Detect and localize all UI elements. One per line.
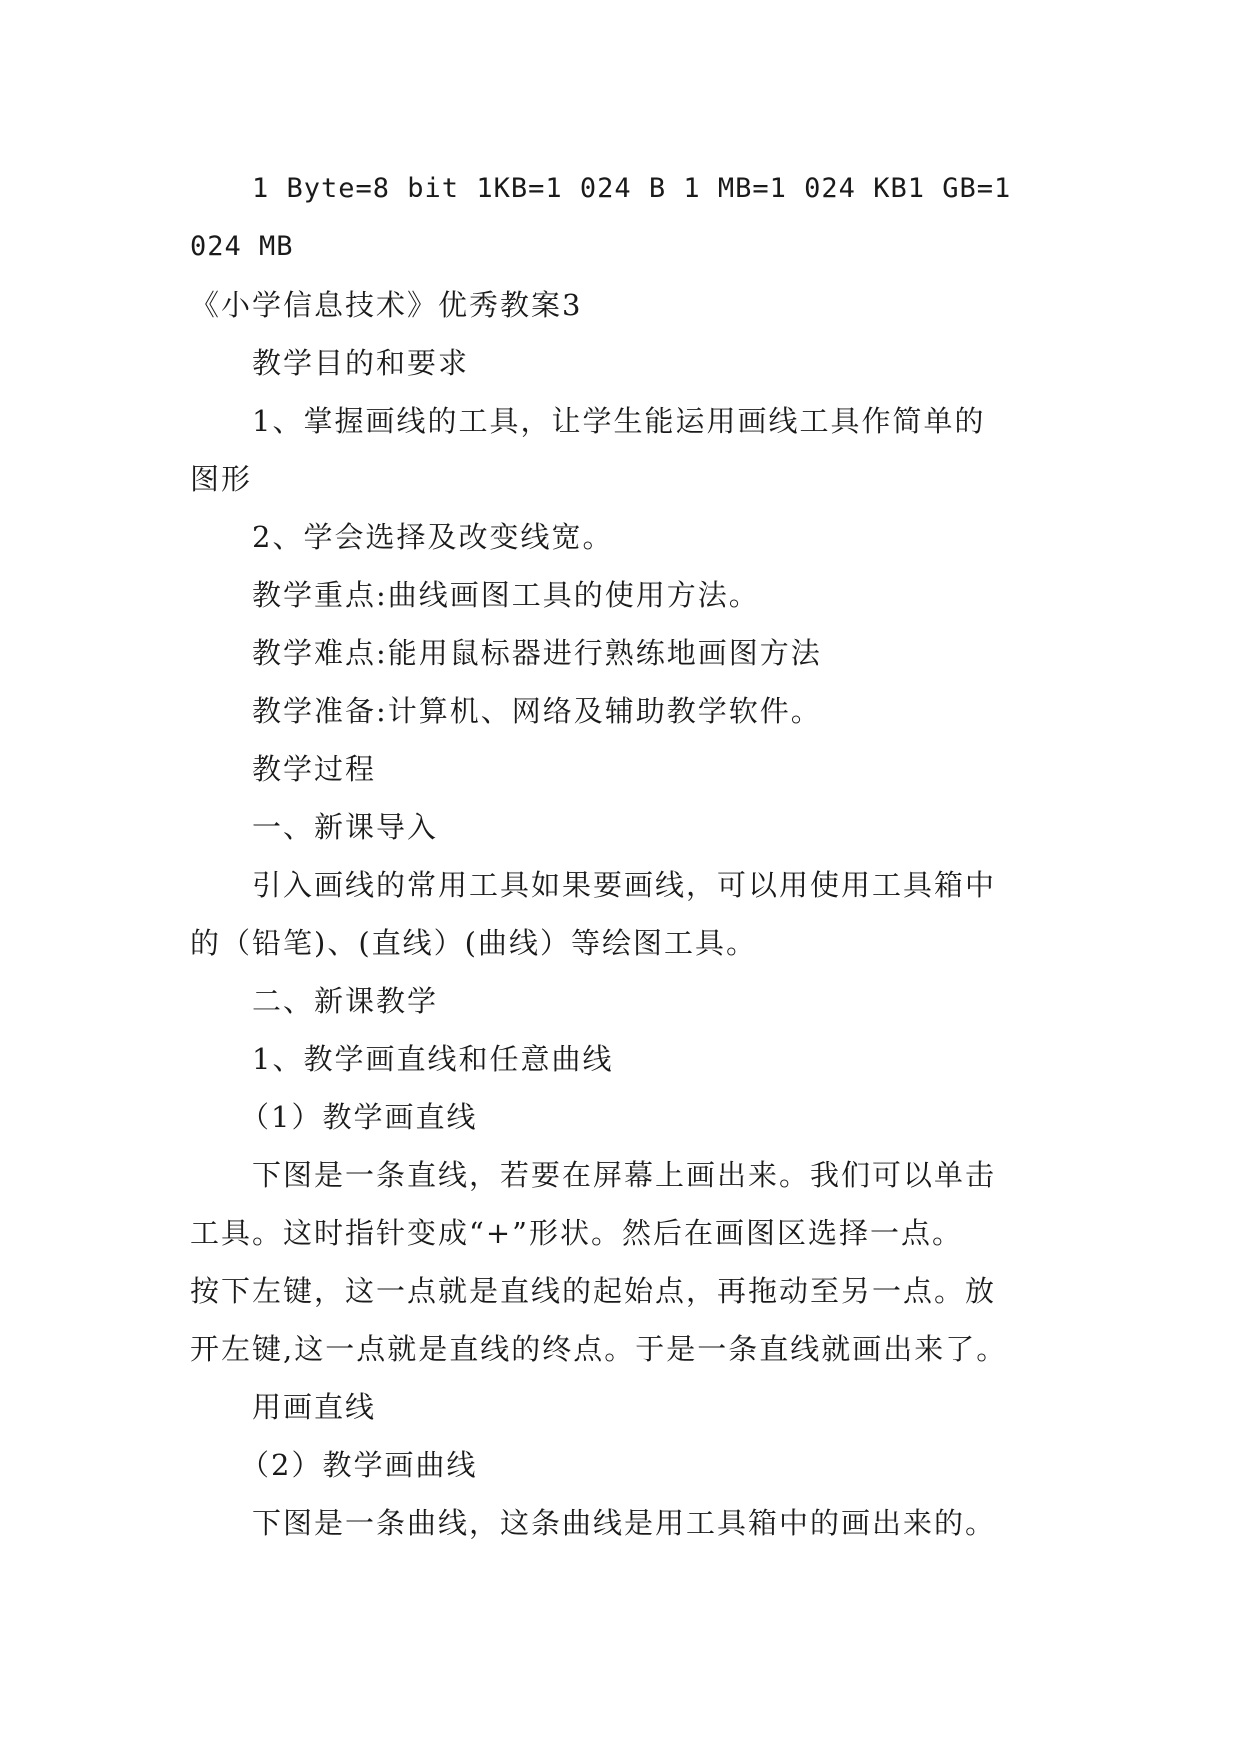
goal-item-1-cont: 图形 (190, 462, 253, 496)
section-heading-process: 教学过程 (252, 752, 377, 786)
lesson-item-1-2: （2）教学画曲线 (240, 1448, 478, 1482)
subsection-intro: 一、新课导入 (252, 810, 439, 844)
lesson-title: 《小学信息技术》优秀教案3 (190, 288, 583, 322)
teaching-difficulty: 教学难点:能用鼠标器进行熟练地画图方法 (252, 636, 822, 670)
straight-line-paragraph-cont-3: 开左键,这一点就是直线的终点。于是一条直线就画出来了。 (190, 1332, 1008, 1366)
straight-line-paragraph-cont-2: 按下左键，这一点就是直线的起始点，再拖动至另一点。放 (190, 1274, 997, 1308)
paragraph-byte-units-cont: 024 MB (190, 231, 294, 262)
straight-line-caption: 用画直线 (252, 1390, 377, 1424)
teaching-focus: 教学重点:曲线画图工具的使用方法。 (252, 578, 760, 612)
document-body (190, 160, 1060, 1552)
straight-line-paragraph-cont-1: 工具。这时指针变成“+”形状。然后在画图区选择一点。 (190, 1216, 963, 1250)
teaching-preparation: 教学准备:计算机、网络及辅助教学软件。 (252, 694, 822, 728)
curve-paragraph: 下图是一条曲线，这条曲线是用工具箱中的画出来的。 (252, 1506, 997, 1540)
goal-item-1: 1、掌握画线的工具，让学生能运用画线工具作简单的 (252, 404, 986, 438)
paragraph-byte-units: 1 Byte=8 bit 1KB=1 024 B 1 MB=1 024 KB1 GB=1 (252, 173, 1012, 204)
intro-paragraph: 引入画线的常用工具如果要画线，可以用使用工具箱中 (252, 868, 997, 902)
lesson-item-1: 1、教学画直线和任意曲线 (252, 1042, 614, 1076)
intro-paragraph-cont: 的（铅笔)、(直线）(曲线）等绘图工具。 (190, 926, 757, 960)
lesson-item-1-1: （1）教学画直线 (240, 1100, 478, 1134)
straight-line-paragraph: 下图是一条直线，若要在屏幕上画出来。我们可以单击 (252, 1158, 997, 1192)
section-heading-goals: 教学目的和要求 (252, 346, 470, 380)
subsection-new-lesson: 二、新课教学 (252, 984, 439, 1018)
goal-item-2: 2、学会选择及改变线宽。 (252, 520, 614, 554)
